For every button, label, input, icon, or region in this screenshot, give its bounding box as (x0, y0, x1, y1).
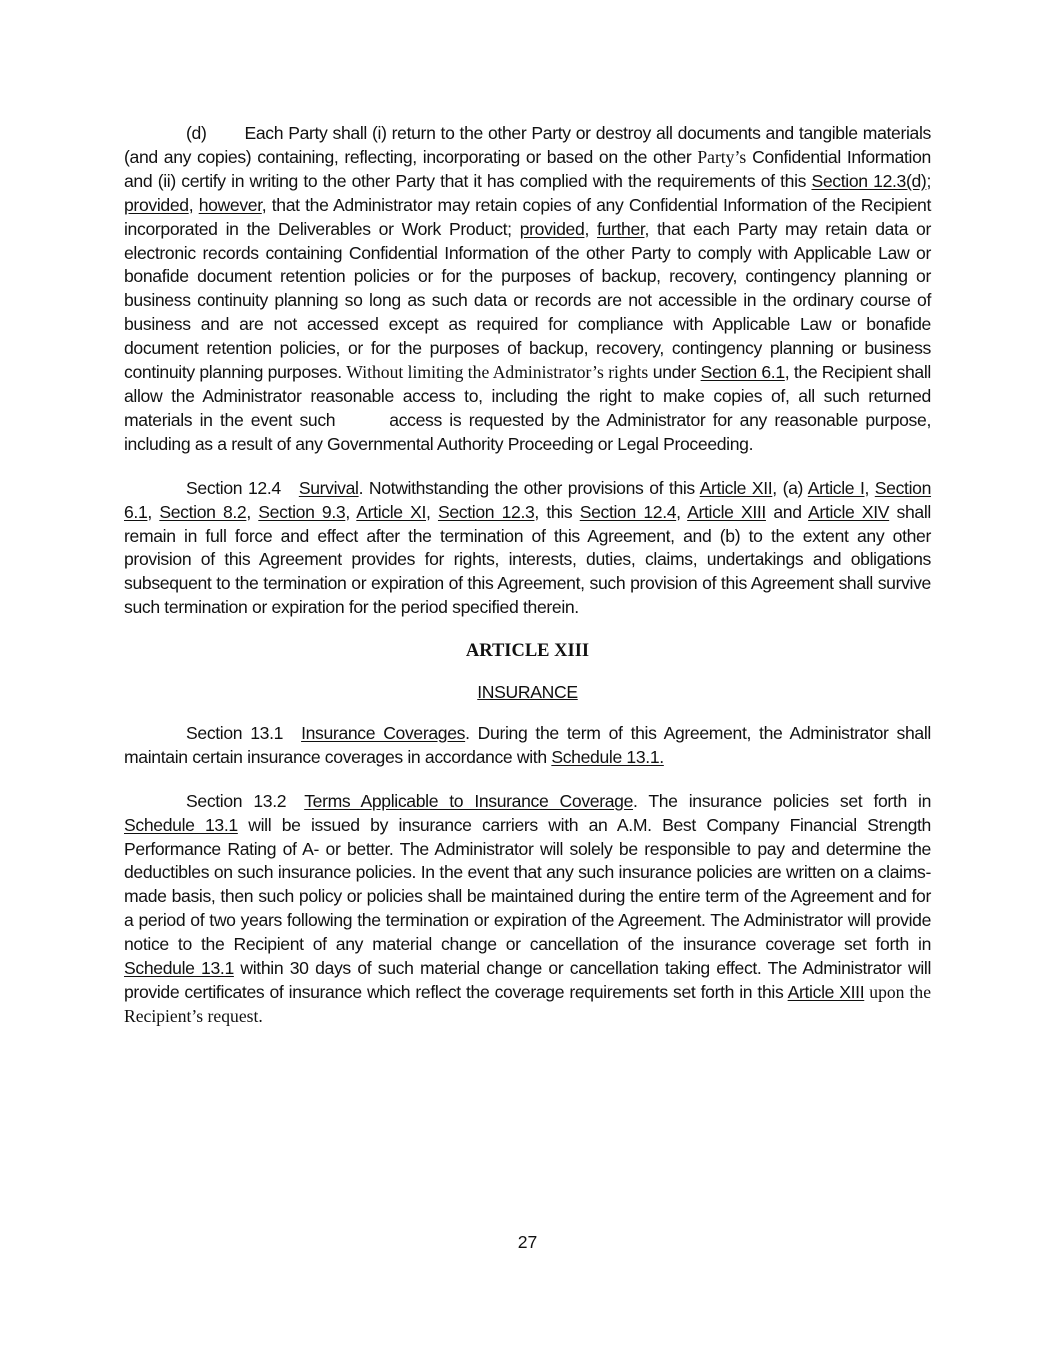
link-schedule-13-1[interactable]: Schedule 13.1. (551, 746, 664, 767)
page-number: 27 (517, 1232, 538, 1252)
section-title: Insurance Coverages (301, 722, 466, 743)
link-article-xiv[interactable]: Article XIV (808, 501, 890, 522)
link-section-12-3d[interactable]: Section 12.3(d) (811, 170, 927, 191)
section-13-1: Section 13.1 Insurance Coverages. During the term of this Agreement, the Administrator shall maintain certain insurance coverages in accordance with Schedule 13.1. (124, 722, 931, 767)
section-13-2: Section 13.2 Terms Applicable to Insurance Coverage. The insurance policies set forth in Schedule 13.1 will be issued by insurance carriers with an A.M. Best Company Financial Strength Performance Rating of A- or better. The Administrator will solely be responsible to pay and determine the deductibles on such insurance policies. In the event that any such insurance policies are written on a claims-made basis, then such policy or policies shall be maintained during the entire term of the Agreement and for a period of two years following the termination or expiration of the Agreement. The Administrator will provide notice to the Recipient of any material change or cancellation of the insurance coverage set forth in Schedule 13.1 within 30 days of such material change or cancellation taking effect. The Administrator will provide certificates of insurance which reflect the coverage requirements set forth in this Article XIII upon the Recipient’s request. (124, 790, 932, 1026)
section-title: Terms Applicable to Insurance Coverage (304, 790, 634, 811)
term-however: however (198, 194, 262, 215)
article-subheading: INSURANCE (477, 682, 578, 703)
document-page (124, 122, 931, 1029)
section-title: Survival (298, 477, 359, 498)
link-schedule-13-1[interactable]: Schedule 13.1 (124, 814, 238, 835)
paragraph-d: (d) Each Party shall (i) return to the other Party or destroy all documents and tangible materials (and any copies) containing, reflecting, incorporating or based on the other Party’s Confidential Information and (ii) certify in writing to the other Party that it has complied with the requirements of this Section 12.3(d); provided, however, that the Administrator may retain copies of any Confidential Information of the Recipient incorporated in the Deliverables or Work Product; provided, further, that each Party may retain data or electronic records containing Confidential Information of the other Party to comply with Applicable Law or bonafide document retention policies or for the purposes of backup, recovery, contingency planning or business continuity planning so long as such data or records are not accessible in the ordinary course of business and are not accessed except as required for compliance with Applicable Law or bonafide document retention policies, or for the purposes of backup, recovery, contingency planning or business continuity planning purposes. Without limiting the Administrator’s rights under Section 6.1, the Recipient shall allow the Administrator reasonable access to, including the right to make copies of, all such returned materials in the event such access is requested by the Administrator for any reasonable purpose, including as a result of any Governmental Authority Proceeding or Legal Proceeding. (124, 123, 932, 454)
link-article-i[interactable]: Article I (807, 477, 865, 498)
link-section-8-2[interactable]: Section 8.2 (159, 501, 247, 522)
clause-label: (d) (186, 123, 207, 143)
link-section-9-3[interactable]: Section 9.3 (258, 501, 346, 522)
link-article-xiii[interactable]: Article XIII (787, 982, 865, 1002)
section-12-4: Section 12.4 Survival. Notwithstanding the other provisions of this Article XII, (a) Article I, Section 6.1, Section 8.2, Section 9.3, Article XI, Section 12.3, this Section 12.4, Article XIII and Article XIV shall remain in full force and effect after the termination of this Agreement, and (b) to the extent any other provision of this Agreement provides for rights, interests, duties, claims, undertakings and obligations subsequent to the termination or expiration of this Agreement, such provision of this Agreement shall survive such termination or expiration for the period specified therein. (124, 477, 932, 618)
term-provided: provided (519, 218, 585, 239)
term-provided: provided (124, 194, 189, 215)
term-further: further (597, 218, 645, 239)
link-schedule-13-1[interactable]: Schedule 13.1 (124, 958, 234, 979)
link-article-xi[interactable]: Article XI (356, 501, 427, 522)
section-number: Section 12.4 (186, 477, 281, 498)
article-heading: ARTICLE XIII (465, 641, 590, 662)
section-number: Section 13.2 (186, 790, 287, 811)
link-section-6-1[interactable]: Section 6.1 (700, 362, 785, 383)
link-article-xiii[interactable]: Article XIII (687, 501, 766, 522)
link-section-12-3[interactable]: Section 12.3 (437, 501, 535, 522)
link-section-12-4[interactable]: Section 12.4 (579, 501, 677, 522)
link-article-xii[interactable]: Article XII (699, 477, 773, 498)
link-section-6-1[interactable]: Section 6.1 (124, 477, 932, 522)
section-number: Section 13.1 (186, 722, 284, 743)
